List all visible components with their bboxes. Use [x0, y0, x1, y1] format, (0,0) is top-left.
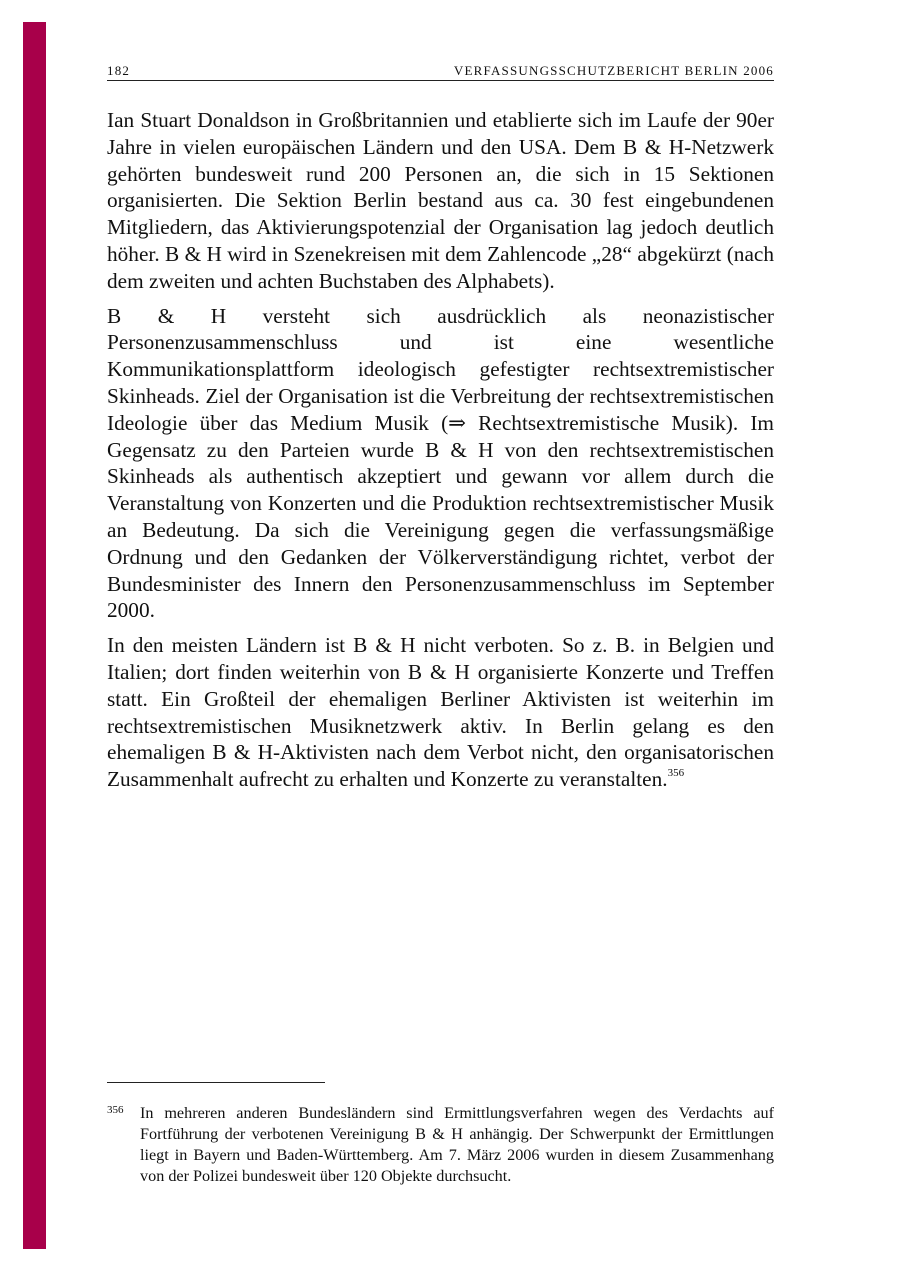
report-title: VERFASSUNGSSCHUTZBERICHT BERLIN 2006 — [453, 63, 774, 78]
running-header — [107, 62, 774, 81]
paragraph: B & H versteht sich ausdrücklich als neonazistischer Personenzusammenschluss und ist eine wesentliche Kommunikationsplattform ideologisch gefestigter rechtsextremistischer Skinheads. Ziel der Organisation ist die Verbreitung der rechtsextremistischen Ideologie über das Medium Musik (⇒ Rechtsextremistische Musik). Im Gegensatz zu den Parteien wurde B & H von den rechtsextremistischen Skinheads als authentisch akzeptiert und gewann vor allem durch die Veranstaltung von Konzerten und die Produktion rechtsextremistischer Musik an Bedeutung. Da sich die Vereinigung gegen die verfassungsmäßige Ordnung und den Gedanken der Völkerverständigung richtet, verbot der Bundesminister des Innern den Personenzusammenschluss im September 2000. — [107, 303, 774, 623]
footnote — [107, 1103, 774, 1187]
body-text — [107, 107, 774, 801]
footnote-text: In mehreren anderen Bundesländern sind Ermittlungsverfahren wegen des Verdachts auf Fortführung der verbotenen Vereinigung B & H anhängig. Der Schwerpunkt der Ermittlungen liegt in Bayern und Baden-Württemberg. Am 7. März 2006 wurden in diesem Zusammenhang von der Polizei bundesweit über 120 Objekte durchsucht. — [140, 1104, 774, 1185]
side-color-bar — [23, 22, 46, 1249]
paragraph: Ian Stuart Donaldson in Großbritannien und etablierte sich im Laufe der 90er Jahre in vielen europäischen Ländern und den USA. Dem B & H-Netzwerk gehörten bundesweit rund 200 Personen an, die sich in 15 Sektionen organisierten. Die Sektion Berlin bestand aus ca. 30 fest eingebundenen Mitgliedern, das Aktivierungspotenzial der Organisation lag jedoch deutlich höher. B & H wird in Szenekreisen mit dem Zahlencode „28“ abgekürzt (nach dem zweiten und achten Buchstaben des Alphabets). — [107, 108, 774, 293]
paragraph: In den meisten Ländern ist B & H nicht verboten. So z. B. in Belgien und Italien; dort finden weiterhin von B & H organisierte Konzerte und Treffen statt. Ein Großteil der ehemaligen Berliner Aktivisten ist weiterhin im rechtsextremistischen Musiknetzwerk aktiv. In Berlin gelang es den ehemaligen B & H-Aktivisten nach dem Verbot nicht, den organisatorischen Zusammenhalt aufrecht zu erhalten und Konzerte zu veranstalten.$^{356}$ — [107, 633, 774, 792]
page-number: 182 — [107, 63, 131, 78]
footnote-divider — [107, 1082, 325, 1083]
footnote-number: 356 — [107, 1104, 124, 1116]
footnote-reference[interactable]: 356 — [667, 767, 685, 780]
